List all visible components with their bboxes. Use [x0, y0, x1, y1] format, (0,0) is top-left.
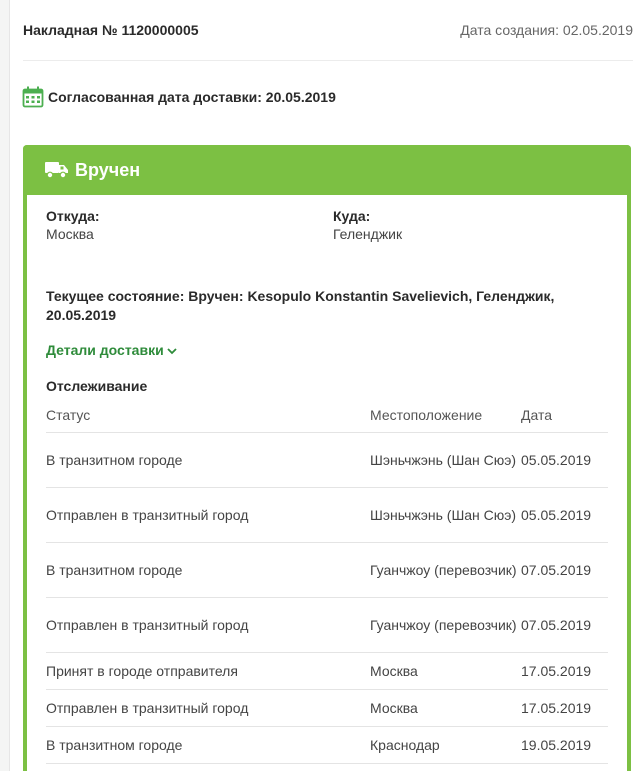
row-status: Принят в городе отправителя — [46, 663, 238, 679]
table-header-row — [46, 397, 608, 433]
to-label: Куда: — [333, 208, 371, 224]
row-location: Гуанчжоу (перевозчик) — [370, 562, 517, 578]
row-date: 07.05.2019 — [521, 562, 592, 578]
row-status: В транзитном городе — [46, 737, 183, 753]
table-row — [46, 727, 608, 764]
tracking-table — [46, 397, 608, 764]
row-date: 07.05.2019 — [521, 617, 592, 633]
table-row — [46, 543, 608, 598]
row-location: Краснодар — [370, 737, 440, 753]
column-header-date: Дата — [521, 406, 553, 423]
row-date: 05.05.2019 — [521, 452, 592, 468]
invoice-header — [23, 22, 633, 38]
chevron-down-icon — [167, 342, 177, 358]
row-location: Шэньчжэнь (Шан Сюэ) — [370, 507, 517, 523]
created-date: Дата создания: 02.05.2019 — [460, 22, 633, 38]
from-label: Откуда: — [46, 208, 100, 224]
row-status: В транзитном городе — [46, 452, 183, 468]
row-date: 17.05.2019 — [521, 663, 592, 679]
table-row — [46, 598, 608, 653]
invoice-title: Накладная № 1120000005 — [23, 22, 199, 38]
to-block — [333, 207, 402, 243]
from-block — [46, 207, 100, 243]
delivery-details-label: Детали доставки — [46, 342, 164, 358]
calendar-icon — [22, 86, 44, 108]
row-location: Гуанчжоу (перевозчик) — [370, 617, 517, 633]
row-location: Москва — [370, 700, 418, 716]
status-title: Вручен — [75, 159, 141, 180]
to-value: Геленджик — [333, 226, 403, 242]
row-date: 17.05.2019 — [521, 700, 592, 716]
row-status: В транзитном городе — [46, 562, 183, 578]
agreed-delivery-date — [22, 86, 336, 108]
row-date: 19.05.2019 — [521, 737, 592, 753]
invoice-page — [9, 0, 641, 771]
truck-icon — [45, 160, 69, 180]
from-value: Москва — [46, 226, 94, 242]
tracking-title: Отслеживание — [46, 378, 148, 394]
row-date: 05.05.2019 — [521, 507, 592, 523]
row-location: Москва — [370, 663, 418, 679]
row-status: Отправлен в транзитный город — [46, 507, 249, 523]
status-header — [23, 145, 631, 195]
agreed-delivery-text: Согласованная дата доставки: 20.05.2019 — [48, 89, 336, 105]
status-card — [23, 145, 631, 771]
header-divider — [23, 60, 633, 61]
column-header-location: Местоположение — [370, 406, 483, 423]
delivery-details-link[interactable] — [46, 342, 177, 358]
table-row — [46, 433, 608, 488]
row-location: Шэньчжэнь (Шан Сюэ) — [370, 452, 517, 468]
row-status: Отправлен в транзитный город — [46, 700, 249, 716]
column-header-status: Статус — [46, 406, 91, 423]
table-row — [46, 488, 608, 543]
table-row — [46, 690, 608, 727]
table-row — [46, 653, 608, 690]
current-state: Текущее состояние: Вручен: Kesopulo Konstantin Savelievich, Геленджик, 20.05.2019 — [46, 288, 555, 323]
row-status: Отправлен в транзитный город — [46, 617, 249, 633]
